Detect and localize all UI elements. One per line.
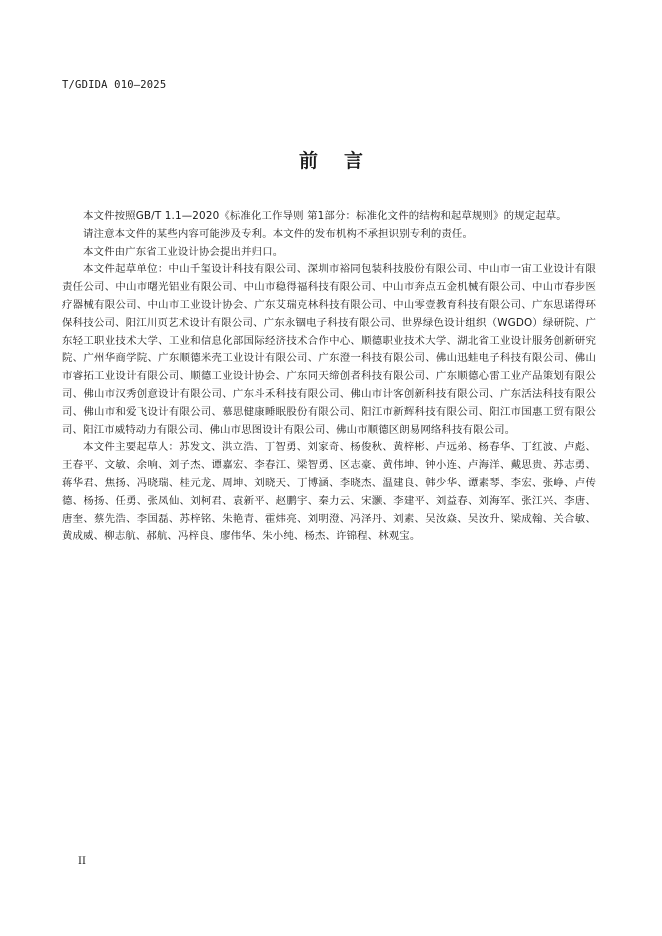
paragraph-proposer: 本文件由广东省工业设计协会提出并归口。 <box>83 245 284 258</box>
paragraph-drafters: 本文件主要起草人：苏发文、洪立浩、丁智勇、刘家奇、杨俊秋、黄梓彬、卢远弟、杨春华、丁红波、卢彪、王春平、文敏、余响、刘子杰、谭嘉宏、李春江、梁智勇、区志豪、黄伟坤、钟小连、卢海洋、戴思贵、苏志勇、蒋华君、焦扬、冯晓瑞、桂元龙、周坤、刘晓天、丁博涵、李晓杰、温建良、韩少华、谭素琴、李宏、张峥、卢传德、杨扬、任勇、张凤仙、刘柯君、袁新平、赵鹏宇、秦力云、宋灏、李建平、刘益春、刘海军、张江兴、李唐、唐奎、蔡先浩、李国磊、苏梓铭、朱艳青、霍炜亮、刘明澄、冯泽丹、刘素、吴汝焱、吴汝升、梁成翰、关合敏、黄成威、柳志航、郝航、冯梓良、廖伟华、朱小纯、杨杰、许锦程、林观宝。 <box>62 441 596 543</box>
foreword-body <box>62 208 596 546</box>
document-code: T/GDIDA 010—2025 <box>62 79 167 91</box>
paragraph-drafting-rules: 本文件按照GB/T 1.1—2020《标准化工作导则 第1部分：标准化文件的结构和起草规则》的规定起草。 <box>83 210 567 222</box>
paragraph-patent-notice: 请注意本文件的某些内容可能涉及专利。本文件的发布机构不承担识别专利的责任。 <box>83 227 473 240</box>
paragraph-drafting-units: 本文件起草单位：中山千玺设计科技有限公司、深圳市裕同包装科技股份有限公司、中山市一宙工业设计有限责任公司、中山市曙光铝业有限公司、中山市稳得福科技有限公司、中山市奔点五金机械有限公司、中山市春步医疗器械有限公司、中山市工业设计协会、广东艾瑞克林科技有限公司、中山零壹教育科技有限公司、广东思诺得环保科技公司、阳江川页艺术设计有限公司、广东永锢电子科技有限公司、世界绿色设计组织（WGDO）绿研院、广东轻工职业技术大学、工业和信息化部国际经济技术合作中心、顺德职业技术大学、湖北省工业设计服务创新研究院、广州华商学院、广东顺德米壳工业设计有限公司、广东澄一科技有限公司、佛山迅蛙电子科技有限公司、佛山市睿拓工业设计有限公司、顺德工业设计协会、广东同天缔创者科技有限公司、广东顺德心雷工业产品策划有限公司、佛山市汉秀创意设计有限公司、广东斗禾科技有限公司、佛山市计客创新科技有限公司、广东活法科技有限公司、佛山市和爱飞设计有限公司、慕思健康睡眠股份有限公司、阳江市新辉科技有限公司、阳江市国惠工贸有限公司、阳江市威特动力有限公司、佛山市思图设计有限公司、佛山市顺德区朗易网络科技有限公司。 <box>62 263 596 436</box>
page-number: II <box>78 856 86 867</box>
page-title: 前言 <box>298 150 389 172</box>
